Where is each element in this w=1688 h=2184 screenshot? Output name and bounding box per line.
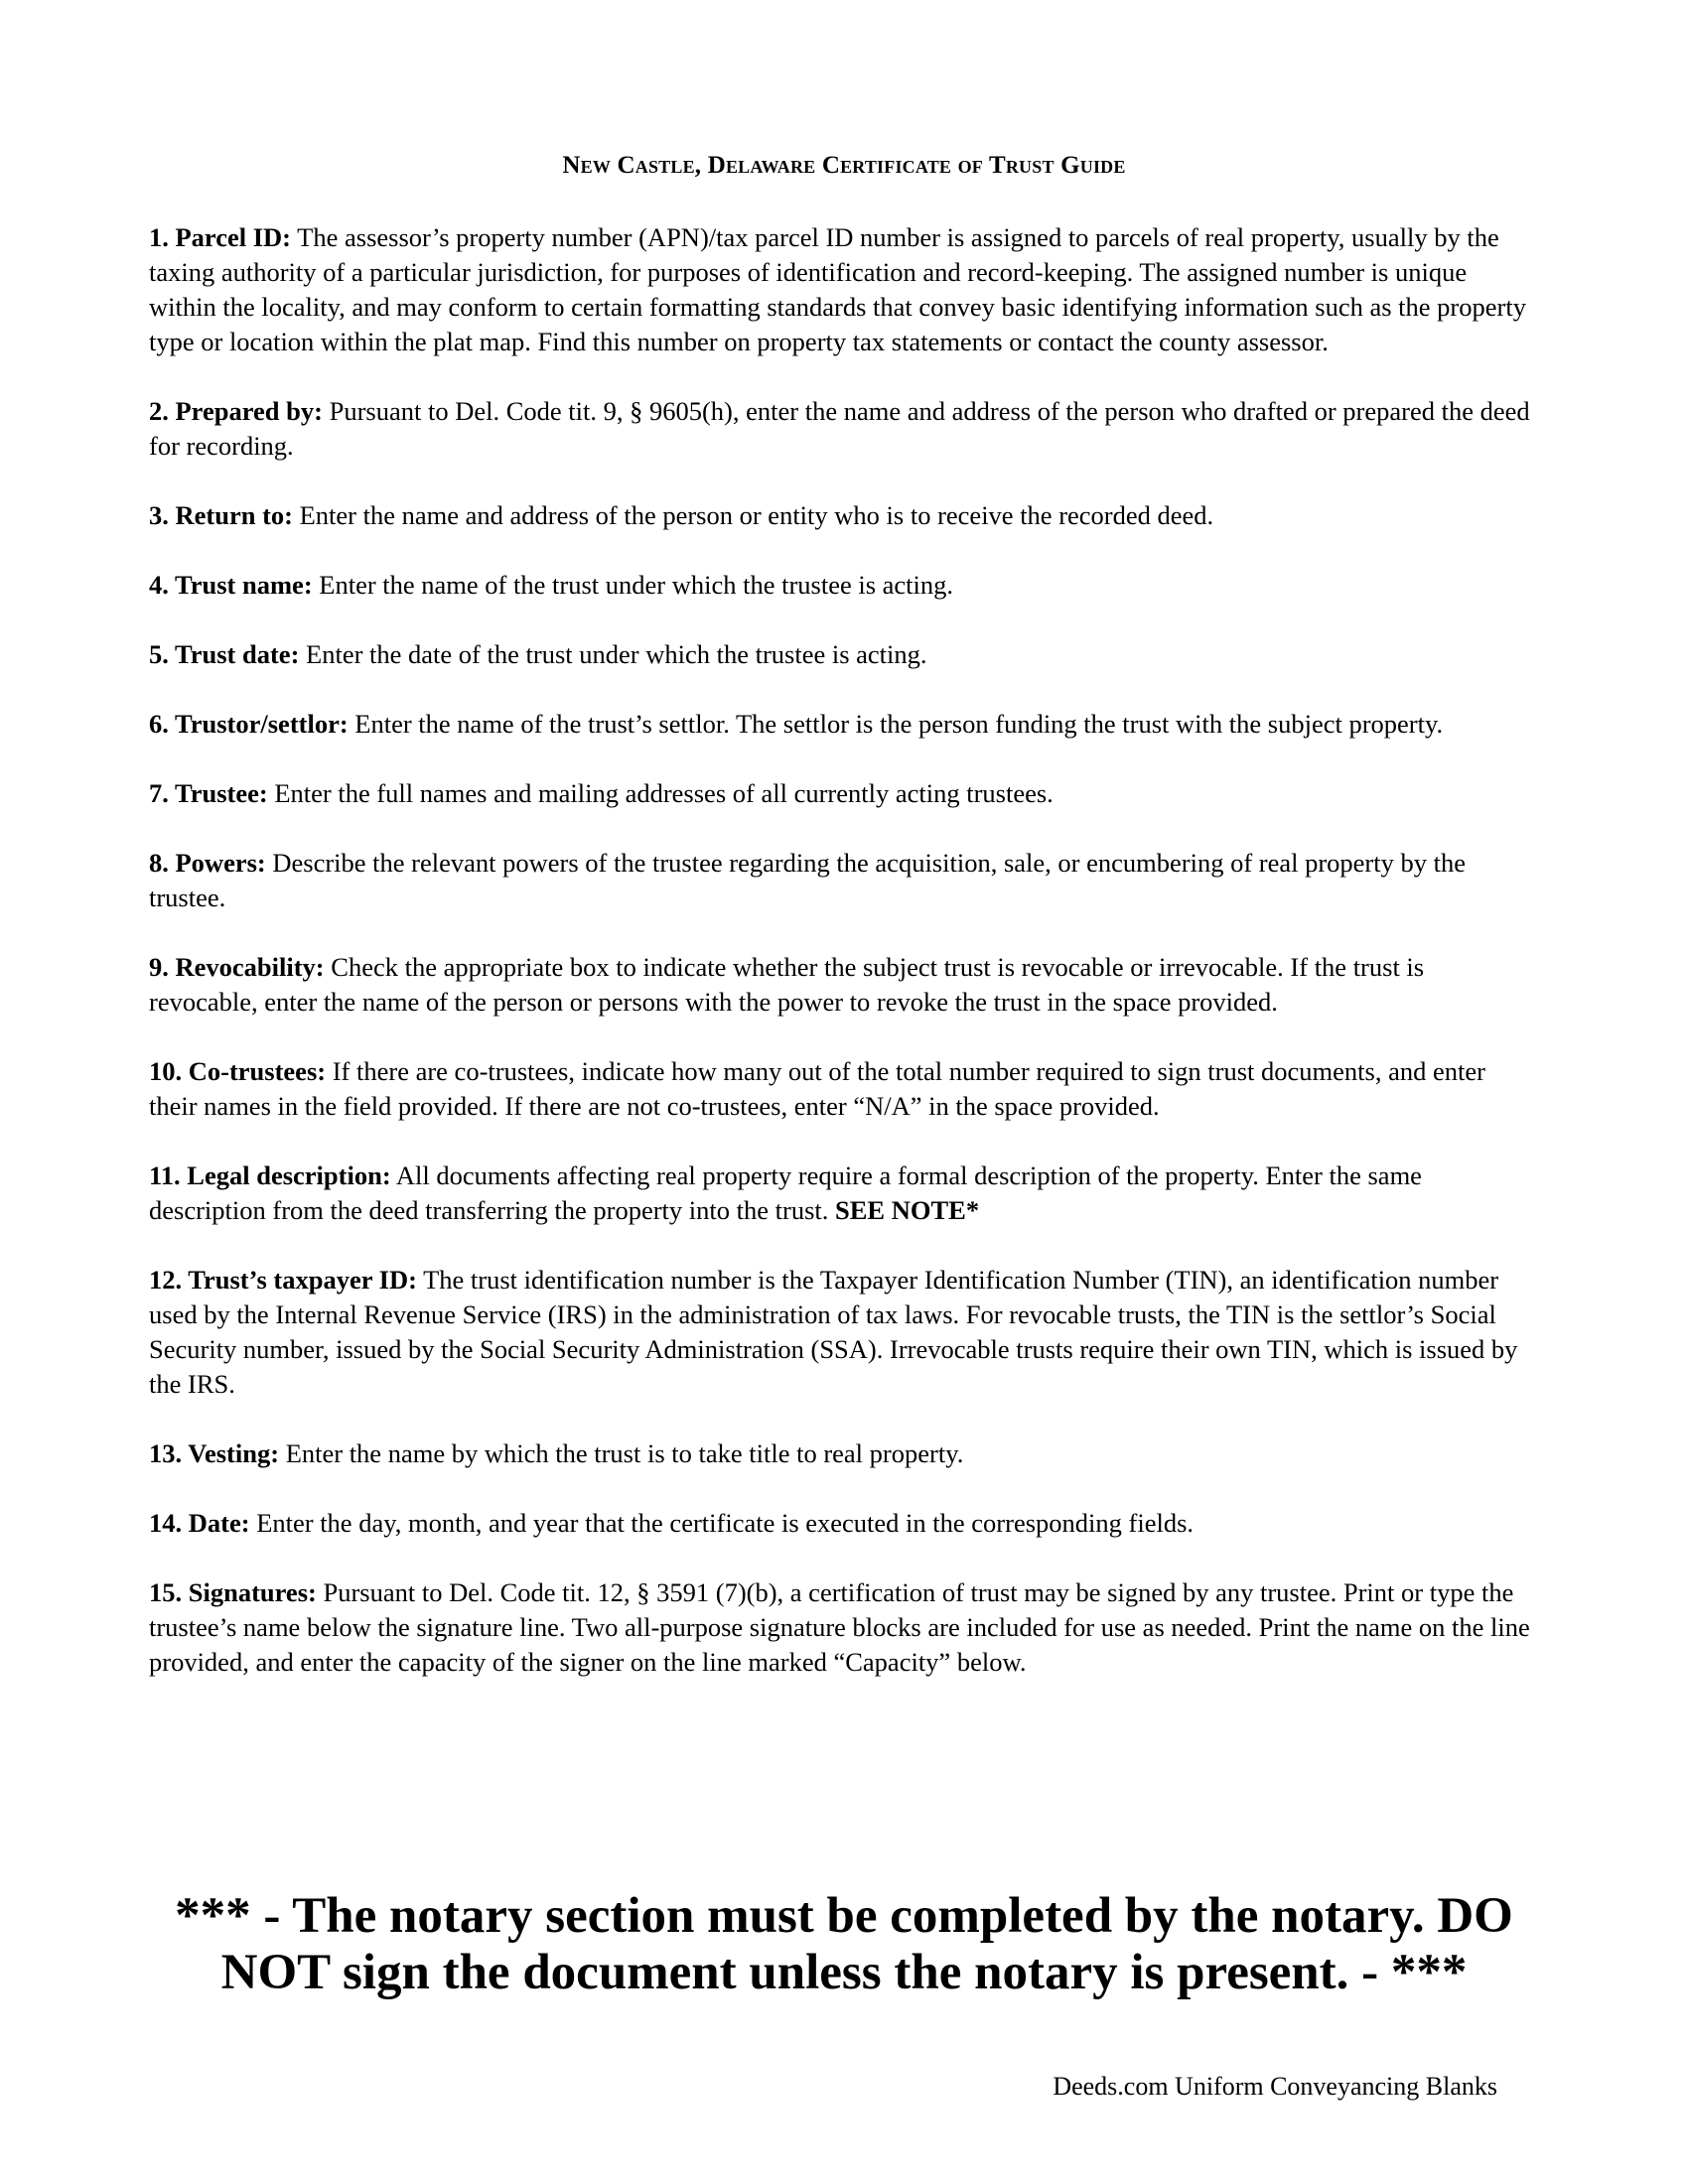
document-title: New Castle, Delaware Certificate of Trust Guide: [562, 152, 1126, 179]
item-label: 11. Legal description:: [149, 1160, 391, 1190]
item-text: Pursuant to Del. Code tit. 9, § 9605(h), enter the name and address of the person who drafted or prepared the deed for recording.: [149, 396, 1530, 461]
item-text: Enter the day, month, and year that the certificate is executed in the corresponding fields.: [256, 1508, 1195, 1538]
item-text: If there are co-trustees, indicate how many out of the total number required to sign trust documents, and enter their names in the field provided. If there are not co-trustees, enter “N/A” in the space provided.: [149, 1056, 1485, 1121]
item-label: 10. Co-trustees:: [149, 1056, 327, 1086]
footer-credit: Deeds.com Uniform Conveyancing Blanks: [1053, 2072, 1497, 2101]
item-label: 4. Trust name:: [149, 570, 313, 600]
guide-item-date: [149, 1506, 1539, 1541]
item-text: Enter the name of the trust’s settlor. The settlor is the person funding the trust with the subject property.: [354, 709, 1444, 739]
item-text: Pursuant to Del. Code tit. 12, § 3591 (7)(b), a certification of trust may be signed by any trustee. Print or type the trustee’s name below the signature line. Two all-purpose signature blocks are included for use as needed. Print the name on the line provided, and enter the capacity of the signer on the line marked “Capacity” below.: [149, 1577, 1530, 1677]
guide-item-co-trustees: [149, 1054, 1539, 1124]
guide-item-taxpayer-id: [149, 1263, 1539, 1402]
item-label: 12. Trust’s taxpayer ID:: [149, 1265, 417, 1295]
guide-item-return-to: [149, 498, 1539, 533]
item-label: 2. Prepared by:: [149, 396, 323, 426]
item-label: 7. Trustee:: [149, 778, 268, 808]
item-text: All documents affecting real property require a formal description of the property. Enter the same description from the deed transferring the property into the trust.: [149, 1160, 1422, 1225]
item-label: 3. Return to:: [149, 500, 293, 530]
guide-item-powers: [149, 846, 1539, 915]
item-text: The trust identification number is the Taxpayer Identification Number (TIN), an identification number used by the Internal Revenue Service (IRS) in the administration of tax laws. For revocable trusts, the TIN is the settlor’s Social Security number, issued by the Social Security Administration (SSA). Irrevocable trusts require their own TIN, which is issued by the IRS.: [149, 1265, 1518, 1399]
guide-item-revocability: [149, 950, 1539, 1020]
item-label: 5. Trust date:: [149, 639, 300, 669]
guide-items: [149, 220, 1539, 1714]
guide-item-prepared-by: [149, 394, 1539, 464]
guide-item-vesting: [149, 1436, 1539, 1471]
item-label: 15. Signatures:: [149, 1577, 317, 1607]
guide-item-trust-name: [149, 568, 1539, 603]
item-text: Enter the name of the trust under which the trustee is acting.: [319, 570, 954, 600]
item-text: Enter the full names and mailing addresses of all currently acting trustees.: [274, 778, 1054, 808]
item-label: 1. Parcel ID:: [149, 222, 292, 252]
guide-item-trust-date: [149, 637, 1539, 672]
guide-item-legal-description: [149, 1159, 1539, 1228]
guide-item-signatures: [149, 1575, 1539, 1680]
item-text: The assessor’s property number (APN)/tax parcel ID number is assigned to parcels of real property, usually by the taxing authority of a particular jurisdiction, for purposes of identification and record-keeping. The assigned number is unique within the locality, and may conform to certain formatting standards that convey basic identifying information such as the property type or location within the plat map. Find this number on property tax statements or contact the county assessor.: [149, 222, 1526, 356]
item-text: Enter the name by which the trust is to take title to real property.: [285, 1438, 964, 1468]
guide-item-parcel-id: [149, 220, 1539, 359]
guide-item-trustee: [149, 776, 1539, 811]
item-text: Enter the date of the trust under which the trustee is acting.: [306, 639, 927, 669]
guide-item-trustor-settlor: [149, 707, 1539, 742]
item-text: Check the appropriate box to indicate whether the subject trust is revocable or irrevocable. If the trust is revocable, enter the name of the person or persons with the power to revoke the trust in the space provided.: [149, 952, 1425, 1017]
see-note: SEE NOTE*: [835, 1195, 980, 1225]
item-label: 6. Trustor/settlor:: [149, 709, 349, 739]
notary-warning: *** - The notary section must be completed by the notary. DO NOT sign the document unless the notary is present. - ***: [175, 1888, 1513, 2000]
item-label: 14. Date:: [149, 1508, 250, 1538]
item-text: Describe the relevant powers of the trustee regarding the acquisition, sale, or encumbering of real property by the trustee.: [149, 848, 1466, 912]
item-label: 9. Revocability:: [149, 952, 325, 982]
item-label: 8. Powers:: [149, 848, 266, 878]
item-label: 13. Vesting:: [149, 1438, 280, 1468]
item-text: Enter the name and address of the person or entity who is to receive the recorded deed.: [299, 500, 1214, 530]
